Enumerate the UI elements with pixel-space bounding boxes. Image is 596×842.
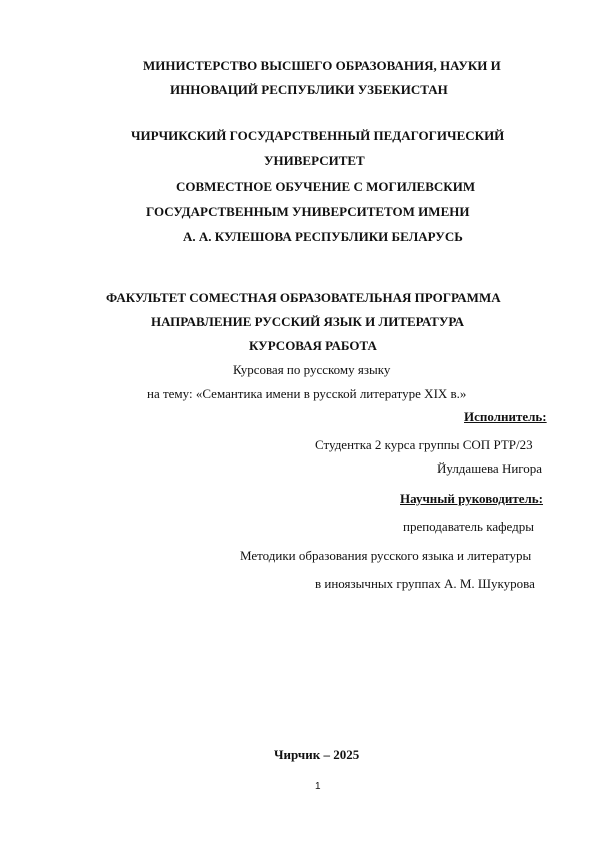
direction-line: НАПРАВЛЕНИЕ РУССКИЙ ЯЗЫК И ЛИТЕРАТУРА [151,314,465,329]
ministry-line-2: ИННОВАЦИЙ РЕСПУБЛИКИ УЗБЕКИСТАН [170,82,448,97]
executor-heading: Исполнитель: [464,409,547,424]
joint-program-line-2: ГОСУДАРСТВЕННЫМ УНИВЕРСИТЕТОМ ИМЕНИ [146,204,470,219]
executor-group-line: Студентка 2 курса группы СОП РТР/23 [315,437,533,452]
page-number: 1 [315,781,321,792]
university-line-1: ЧИРЧИКСКИЙ ГОСУДАРСТВЕННЫЙ ПЕДАГОГИЧЕСКИЙ [131,128,505,143]
subject-line: Курсовая по русскому языку [233,362,391,377]
executor-name: Йулдашева Нигора [437,461,543,476]
university-line-2: УНИВЕРСИТЕТ [264,153,365,168]
supervisor-heading: Научный руководитель: [400,491,543,506]
supervisor-department: Методики образования русского языка и литературы [240,548,532,563]
joint-program-line-3: А. А. КУЛЕШОВА РЕСПУБЛИКИ БЕЛАРУСЬ [183,229,463,244]
supervisor-position: преподаватель кафедры [403,519,534,534]
joint-program-line-1: СОВМЕСТНОЕ ОБУЧЕНИЕ С МОГИЛЕВСКИМ [176,179,476,194]
supervisor-department-name: в иноязычных группах А. М. Шукурова [315,576,535,591]
ministry-line-1: МИНИСТЕРСТВО ВЫСШЕГО ОБРАЗОВАНИЯ, НАУКИ И [143,58,501,73]
city-year: Чирчик – 2025 [274,747,360,762]
topic-line: на тему: «Семантика имени в русской литературе XIX в.» [147,386,467,401]
faculty-line: ФАКУЛЬТЕТ СОМЕСТНАЯ ОБРАЗОВАТЕЛЬНАЯ ПРОГРАММА [106,290,501,305]
work-type-heading: КУРСОВАЯ РАБОТА [249,338,377,353]
